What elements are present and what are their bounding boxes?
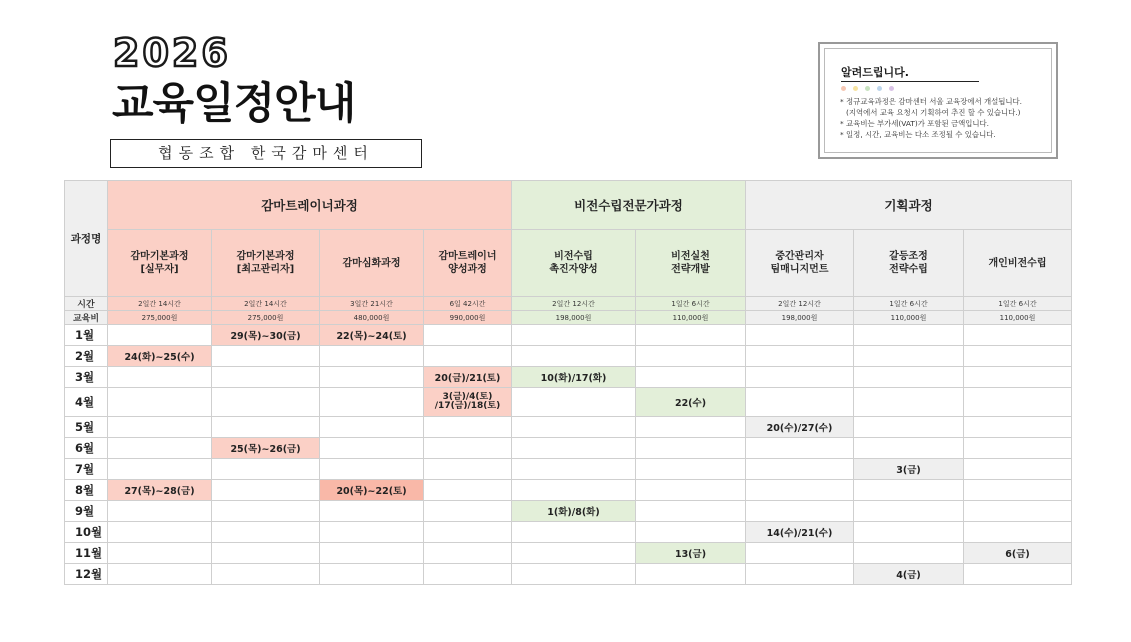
schedule-empty [212, 480, 320, 501]
schedule-empty [512, 480, 636, 501]
course-name: 비전수립 [554, 251, 593, 262]
schedule-date: 25(목)~26(금) [212, 438, 320, 459]
course-time: 2일간 14시간 [108, 297, 212, 311]
dot-icon [865, 86, 870, 91]
schedule-empty [512, 388, 636, 417]
schedule-empty [746, 459, 854, 480]
schedule-empty [512, 459, 636, 480]
schedule-empty [746, 480, 854, 501]
course-time: 1일간 6시간 [854, 297, 964, 311]
course-name: 감마기본과정 [236, 251, 295, 262]
schedule-date: 20(금)/21(토) [424, 367, 512, 388]
course-name-cell [212, 230, 320, 297]
group-header: 비전수립전문가과정 [512, 181, 746, 230]
course-name-sub: [최고관리자] [236, 264, 295, 275]
course-fee: 110,000원 [964, 311, 1072, 325]
course-time: 2일간 12시간 [746, 297, 854, 311]
schedule-date: 13(금) [636, 543, 746, 564]
schedule-empty [854, 501, 964, 522]
schedule-empty [320, 522, 424, 543]
schedule-empty [636, 501, 746, 522]
schedule-empty [320, 417, 424, 438]
schedule-empty [854, 388, 964, 417]
course-fee: 198,000원 [746, 311, 854, 325]
schedule-empty [636, 480, 746, 501]
course-name-cell [512, 230, 636, 297]
schedule-empty [964, 459, 1072, 480]
schedule-date: 29(목)~30(금) [212, 325, 320, 346]
schedule-date: 24(화)~25(수) [108, 346, 212, 367]
notice-line: * 정규교육과정은 감마센터 서울 교육장에서 개설됩니다. [840, 97, 1022, 106]
schedule-empty [424, 564, 512, 585]
notice-line: (지역에서 교육 요청시 기획하여 추진 할 수 있습니다.) [846, 108, 1021, 117]
course-name-cell [746, 230, 854, 297]
month-label: 6월 [65, 438, 108, 459]
course-name-sub: [실무자] [140, 264, 179, 275]
schedule-empty [854, 522, 964, 543]
course-name-cell [108, 230, 212, 297]
schedule-empty [964, 522, 1072, 543]
dot-icon [841, 86, 846, 91]
course-name: 중간관리자 [775, 251, 824, 262]
schedule-empty [424, 417, 512, 438]
schedule-empty [964, 564, 1072, 585]
month-label: 2월 [65, 346, 108, 367]
schedule-table [64, 180, 1072, 585]
schedule-empty [320, 388, 424, 417]
schedule-empty [636, 522, 746, 543]
schedule-empty [636, 367, 746, 388]
schedule-empty [108, 438, 212, 459]
schedule-empty [424, 543, 512, 564]
schedule-empty [424, 522, 512, 543]
schedule-empty [964, 325, 1072, 346]
dot-icon [853, 86, 858, 91]
course-name-sub: 양성과정 [448, 264, 487, 275]
course-time: 3일간 21시간 [320, 297, 424, 311]
schedule-empty [854, 543, 964, 564]
group-header: 기획과정 [746, 181, 1072, 230]
schedule-empty [854, 367, 964, 388]
organization-name: 협동조합 한국감마센터 [110, 139, 422, 168]
schedule-empty [636, 325, 746, 346]
notice-box [818, 42, 1058, 159]
course-fee: 110,000원 [636, 311, 746, 325]
schedule-empty [108, 459, 212, 480]
schedule-empty [746, 346, 854, 367]
course-fee: 275,000원 [108, 311, 212, 325]
schedule-empty [636, 564, 746, 585]
schedule-empty [964, 367, 1072, 388]
notice-dots [841, 86, 894, 91]
schedule-empty [636, 417, 746, 438]
schedule-empty [320, 564, 424, 585]
course-header: 과정명 [65, 181, 108, 297]
schedule-empty [424, 346, 512, 367]
course-name: 감마트레이너 [438, 251, 497, 262]
schedule-empty [746, 325, 854, 346]
schedule-empty [964, 501, 1072, 522]
schedule-empty [512, 346, 636, 367]
schedule-empty [212, 543, 320, 564]
course-name-sub: 촉진자양성 [549, 264, 598, 275]
schedule-empty [964, 346, 1072, 367]
schedule-empty [320, 438, 424, 459]
schedule-date: 1(화)/8(화) [512, 501, 636, 522]
notice-divider [841, 81, 979, 82]
course-time: 1일간 6시간 [636, 297, 746, 311]
schedule-date: 6(금) [964, 543, 1072, 564]
schedule-date: 14(수)/21(수) [746, 522, 854, 543]
course-name: 비전실천 [671, 251, 710, 262]
schedule-empty [108, 564, 212, 585]
schedule-empty [320, 501, 424, 522]
group-header: 감마트레이너과정 [108, 181, 512, 230]
schedule-empty [212, 522, 320, 543]
schedule-empty [108, 417, 212, 438]
schedule-empty [424, 325, 512, 346]
schedule-empty [854, 346, 964, 367]
schedule-empty [512, 564, 636, 585]
schedule-empty [212, 388, 320, 417]
course-name: 감마기본과정 [130, 251, 189, 262]
schedule-empty [964, 480, 1072, 501]
schedule-date: 22(수) [636, 388, 746, 417]
schedule-date: 10(화)/17(화) [512, 367, 636, 388]
schedule-empty [212, 367, 320, 388]
course-name-cell [424, 230, 512, 297]
schedule-empty [636, 346, 746, 367]
month-label: 5월 [65, 417, 108, 438]
dot-icon [889, 86, 894, 91]
schedule-empty [964, 388, 1072, 417]
schedule-empty [424, 480, 512, 501]
course-name: 개인비전수립 [988, 257, 1047, 269]
schedule-empty [108, 388, 212, 417]
schedule-empty [212, 417, 320, 438]
schedule-empty [854, 480, 964, 501]
schedule-date: 20(목)~22(토) [320, 480, 424, 501]
notice-line: * 일정, 시간, 교육비는 다소 조정될 수 있습니다. [840, 130, 996, 139]
page-title: 교육일정안내 [112, 79, 356, 129]
schedule-date: 4(금) [854, 564, 964, 585]
schedule-empty [320, 367, 424, 388]
schedule-empty [964, 438, 1072, 459]
schedule-empty [636, 459, 746, 480]
month-label: 3월 [65, 367, 108, 388]
month-label: 10월 [65, 522, 108, 543]
course-name: 감마심화과정 [342, 257, 401, 269]
schedule-empty [424, 501, 512, 522]
month-label: 8월 [65, 480, 108, 501]
schedule-empty [108, 367, 212, 388]
time-header: 시간 [65, 297, 108, 311]
schedule-empty [636, 438, 746, 459]
month-label: 12월 [65, 564, 108, 585]
schedule-empty [108, 522, 212, 543]
schedule-empty [424, 438, 512, 459]
course-time: 1일간 6시간 [964, 297, 1072, 311]
schedule-empty [746, 501, 854, 522]
schedule-empty [746, 543, 854, 564]
course-time: 2일간 12시간 [512, 297, 636, 311]
month-label: 7월 [65, 459, 108, 480]
fee-header: 교육비 [65, 311, 108, 325]
course-fee: 480,000원 [320, 311, 424, 325]
schedule-empty [320, 346, 424, 367]
schedule-empty [746, 438, 854, 459]
notice-title: 알려드립니다. [841, 66, 909, 79]
schedule-empty [108, 543, 212, 564]
schedule-empty [512, 417, 636, 438]
schedule-empty [964, 417, 1072, 438]
course-fee: 275,000원 [212, 311, 320, 325]
schedule-date: 27(목)~28(금) [108, 480, 212, 501]
month-label: 1월 [65, 325, 108, 346]
course-name-sub: 팀매니지먼트 [770, 264, 829, 275]
schedule-empty [424, 459, 512, 480]
schedule-empty [512, 438, 636, 459]
year-heading: 2026 [113, 31, 231, 75]
schedule-empty [512, 522, 636, 543]
schedule-empty [212, 564, 320, 585]
month-label: 4월 [65, 388, 108, 417]
schedule-empty [108, 501, 212, 522]
course-time: 6일 42시간 [424, 297, 512, 311]
schedule-empty [746, 367, 854, 388]
schedule-empty [512, 543, 636, 564]
schedule-empty [854, 417, 964, 438]
schedule-empty [746, 388, 854, 417]
schedule-empty [212, 501, 320, 522]
course-name-sub: 전략개발 [671, 264, 710, 275]
month-label: 11월 [65, 543, 108, 564]
course-time: 2일간 14시간 [212, 297, 320, 311]
course-name-cell [320, 230, 424, 297]
month-label: 9월 [65, 501, 108, 522]
schedule-empty [108, 325, 212, 346]
schedule-empty [746, 564, 854, 585]
course-name: 갈등조정 [889, 251, 928, 262]
schedule-empty [212, 346, 320, 367]
course-fee: 990,000원 [424, 311, 512, 325]
schedule-empty [212, 459, 320, 480]
schedule-date: 3(금) [854, 459, 964, 480]
course-name-cell [636, 230, 746, 297]
schedule-empty [512, 325, 636, 346]
schedule-empty [320, 543, 424, 564]
schedule-date: 22(목)~24(토) [320, 325, 424, 346]
course-fee: 110,000원 [854, 311, 964, 325]
schedule-empty [854, 325, 964, 346]
schedule-date: 3(금)/4(토) /17(금)/18(토) [424, 388, 512, 417]
notice-line: * 교육비는 부가세(VAT)가 포함된 금액입니다. [840, 119, 990, 128]
dot-icon [877, 86, 882, 91]
course-fee: 198,000원 [512, 311, 636, 325]
schedule-date: 20(수)/27(수) [746, 417, 854, 438]
notice-lines [840, 96, 1022, 140]
course-name-cell [964, 230, 1072, 297]
schedule-empty [854, 438, 964, 459]
schedule-empty [320, 459, 424, 480]
course-name-cell [854, 230, 964, 297]
course-name-sub: 전략수립 [889, 264, 928, 275]
